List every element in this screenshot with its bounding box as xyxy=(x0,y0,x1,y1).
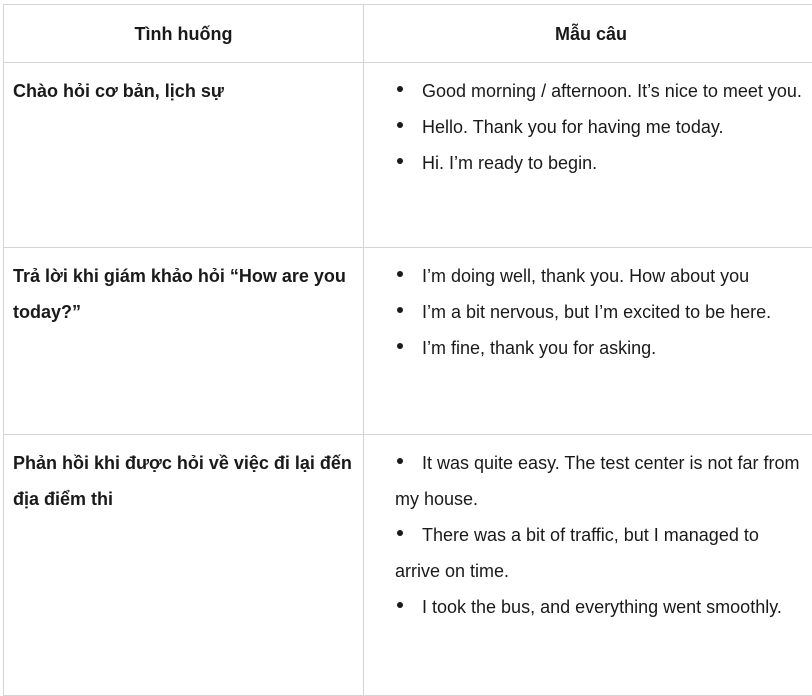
list-item xyxy=(395,330,808,366)
phrases-cell xyxy=(364,248,812,435)
phrase-text: It was quite easy. The test center is not far from my house. xyxy=(395,453,800,509)
phrases-cell xyxy=(364,63,812,248)
list-item xyxy=(395,73,808,109)
phrase-list xyxy=(395,445,808,625)
list-item xyxy=(395,445,808,517)
phrase-table xyxy=(3,4,812,696)
header-phrases: Mẫu câu xyxy=(364,5,812,63)
list-item xyxy=(395,517,808,589)
phrase-text: Hi. I’m ready to begin. xyxy=(422,153,597,173)
list-item xyxy=(395,145,808,181)
phrase-text: I took the bus, and everything went smoothly. xyxy=(422,597,782,617)
phrase-text: Hello. Thank you for having me today. xyxy=(422,117,724,137)
situation-cell: Chào hỏi cơ bản, lịch sự xyxy=(4,63,364,248)
table-row xyxy=(4,248,812,435)
situation-cell: Trả lời khi giám khảo hỏi “How are you today?” xyxy=(4,248,364,435)
phrase-text: I’m fine, thank you for asking. xyxy=(422,338,656,358)
phrase-text: There was a bit of traffic, but I managed to arrive on time. xyxy=(395,525,759,581)
table-row xyxy=(4,63,812,248)
header-situation: Tình huống xyxy=(4,5,364,63)
phrase-list xyxy=(395,258,808,366)
phrases-cell xyxy=(364,435,812,696)
table-row xyxy=(4,435,812,696)
phrase-list xyxy=(395,73,808,181)
list-item xyxy=(395,589,808,625)
situation-cell: Phản hồi khi được hỏi về việc đi lại đến địa điểm thi xyxy=(4,435,364,696)
phrase-text: I’m doing well, thank you. How about you xyxy=(422,266,749,286)
phrase-text: Good morning / afternoon. It’s nice to meet you. xyxy=(422,81,802,101)
list-item xyxy=(395,294,808,330)
list-item xyxy=(395,109,808,145)
list-item xyxy=(395,258,808,294)
phrase-text: I’m a bit nervous, but I’m excited to be here. xyxy=(422,302,771,322)
table-header-row xyxy=(4,5,812,63)
